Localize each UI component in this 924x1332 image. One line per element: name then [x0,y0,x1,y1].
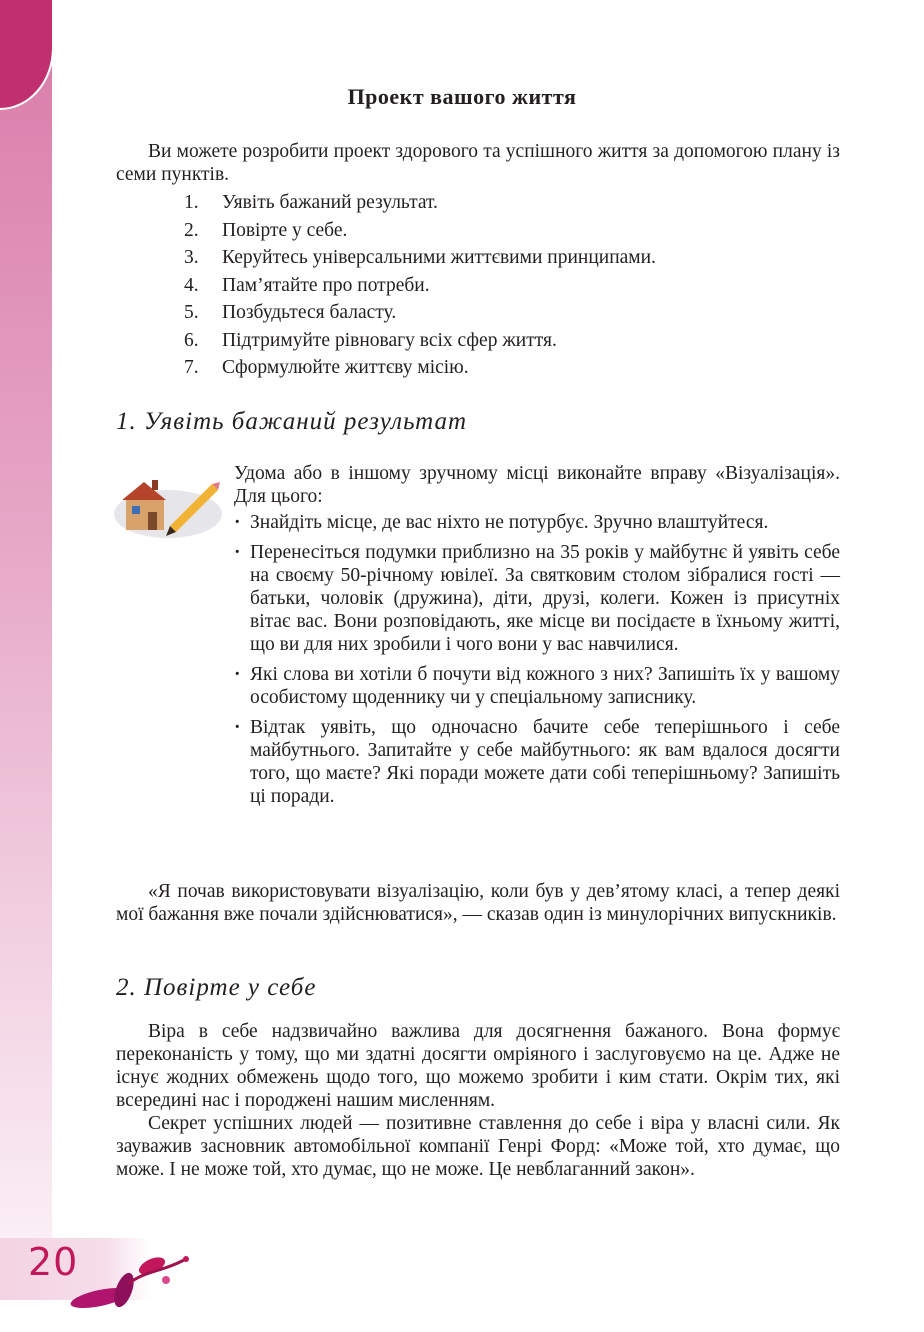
list-item-number: 1. [184,192,199,213]
list-item-number: 7. [184,357,199,378]
intro-paragraph: Ви можете розробити проект здорового та успішного життя за допомогою плану із семи пунктів. [116,141,840,185]
list-item-text: Підтримуйте рівновагу всіх сфер життя. [222,329,557,351]
list-item [184,217,824,245]
decorative-flourish-icon [66,1250,206,1320]
section1-intro: Удома або в іншому зручному місці виконайте вправу «Візуалізація». Для цього: [234,463,840,507]
list-item-text: Пам’ятайте про потреби. [222,274,430,296]
list-item-text: Сформулюйте життєву місію. [222,357,469,378]
list-item-text: Повірте у себе. [222,219,348,241]
list-item [184,244,824,272]
list-item: · Які слова ви хотіли б почути від кожного з них? Запишіть їх у вашому особистому щоденнику чи у спеціальному записнику. [234,663,840,709]
page-number: 20 [28,1240,79,1284]
list-item [184,272,824,300]
list-item [184,299,824,327]
list-item-number: 2. [184,219,199,241]
list-item: · Знайдіть місце, де вас ніхто не потурбує. Зручно влаштуйтеся. [234,511,840,534]
list-item-text: Позбудьтеся баласту. [222,302,397,323]
house-with-pencil-icon [110,462,222,542]
list-item [184,354,824,382]
list-item [184,327,824,355]
list-item-number: 6. [184,329,199,351]
list-item-number: 5. [184,302,199,323]
list-item: · Відтак уявіть, що одночасно бачите себе теперішнього і себе майбутнього. Запитайте у себе майбутнього: як вам вдалося досягти того, що маєте? Які поради можете дати собі теперішньому? Запишіть ці поради. [234,716,840,808]
list-item-text: Уявіть бажаний результат. [222,192,438,213]
list-item: · Перенесіться подумки приблизно на 35 років у майбутнє й уявіть себе на своєму 50-річному ювілеї. За святковим столом зібралися гості — батьки, чоловік (дружина), діти, друзі, колеги. Кожен із присутніх вітає вас. Вони розповідають, яке місце ви посідаєте в їхньому житті, що ви для них зробили і чого вони у вас навчилися. [234,541,840,656]
side-color-band [0,0,52,1240]
section2-paragraph-2: Секрет успішних людей — позитивне ставлення до себе і віра у власні сили. Як зауважив засновник автомобільної компанії Генрі Форд: «Може той, хто думає, що може. І не може той, хто думає, що не може. Це невблаганний закон». [116,1113,840,1180]
list-item-number: 3. [184,247,199,268]
list-item-text: Керуйтесь універсальними життєвими принципами. [222,247,656,268]
section-heading-2: 2. Повірте у себе [116,974,317,1001]
steps-list [184,189,824,382]
list-item-number: 4. [184,274,199,296]
section-heading-1: 1. Уявіть бажаний результат [116,408,468,435]
section2-paragraph-1: Віра в себе надзвичайно важлива для досягнення бажаного. Вона формує переконаність у тому, що ми здатні досягти омріяного і заслуговуємо на це. Адже не існує жодних обмежень щодо того, що можемо зробити і ким стати. Окрім тих, які всередині нас і породжені нашим мисленням. [116,1021,840,1111]
quote-paragraph: «Я почав використовувати візуалізацію, коли був у дев’ятому класі, а тепер деякі мої бажання вже почали здійснюватися», — сказав один із минулорічних випускників. [116,881,840,925]
list-item [184,189,824,217]
exercise-bullets [234,511,840,815]
page-title: Проект вашого життя [347,84,577,109]
